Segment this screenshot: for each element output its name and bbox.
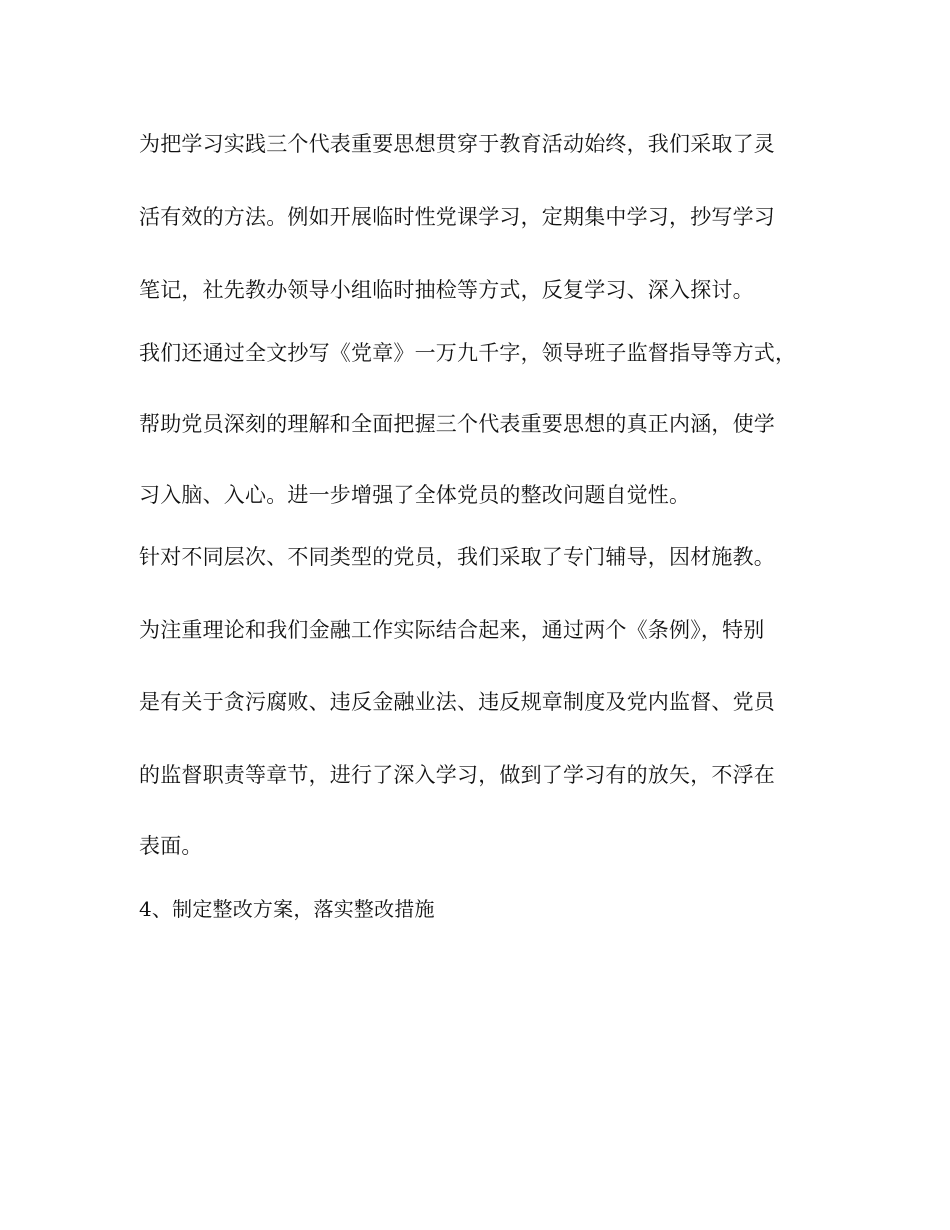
paragraph-3-line-1: 针对不同层次、不同类型的党员，我们采取了专门辅导，因材施教。 [139,545,775,569]
paragraph-2-line-3: 习入脑、入心。进一步增强了全体党员的整改问题自觉性。 [139,483,691,507]
paragraph-2-line-2: 帮助党员深刻的理解和全面把握三个代表重要思想的真正内涵，使学 [139,412,775,436]
paragraph-1-line-1: 为把学习实践三个代表重要思想贯穿于教育活动始终，我们采取了灵 [139,132,775,156]
paragraph-3-line-2: 为注重理论和我们金融工作实际结合起来，通过两个《条例》，特别 [139,618,765,642]
paragraph-3-line-3: 是有关于贪污腐败、违反金融业法、违反规章制度及党内监督、党员 [139,690,775,714]
paragraph-3-line-4: 的监督职责等章节，进行了深入学习，做到了学习有的放矢，不浮在 [139,763,775,787]
paragraph-2-line-1: 我们还通过全文抄写《党章》一万九千字，领导班子监督指导等方式， [139,341,797,365]
section-heading: 4、制定整改方案，落实整改措施 [139,897,435,921]
paragraph-3-line-5: 表面。 [139,834,203,858]
paragraph-1-line-2: 活有效的方法。例如开展临时性党课学习，定期集中学习，抄写学习 [139,205,775,229]
paragraph-1-line-3: 笔记，社先教办领导小组临时抽检等方式，反复学习、深入探讨。 [139,278,754,302]
